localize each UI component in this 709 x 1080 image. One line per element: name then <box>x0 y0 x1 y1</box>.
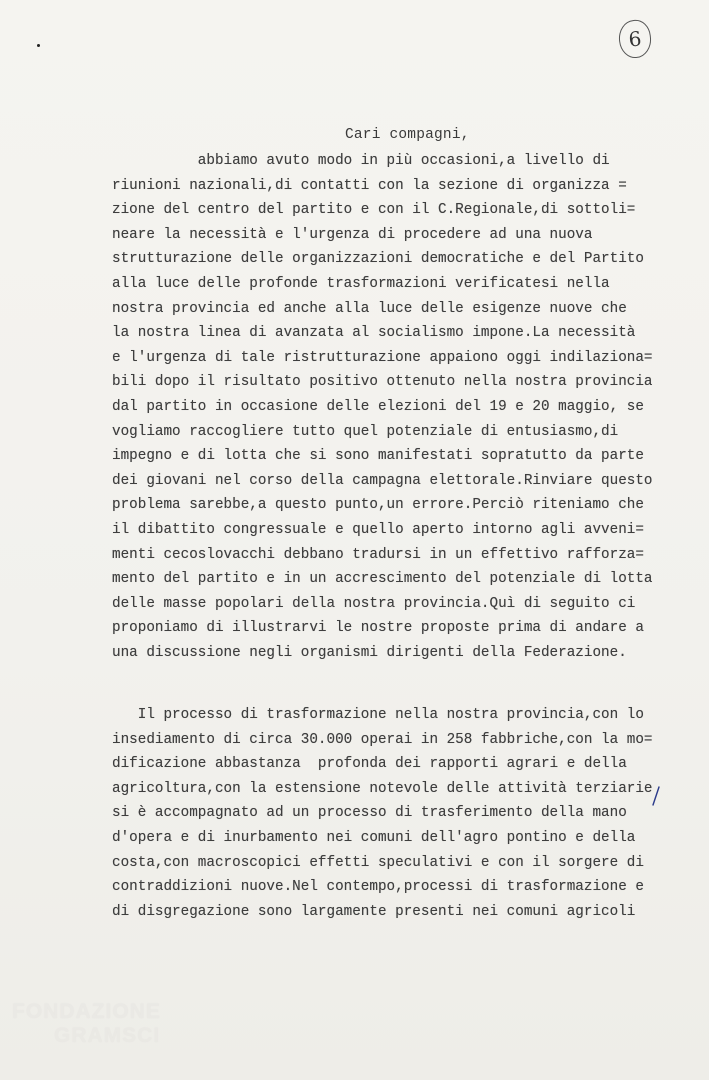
text-line: strutturazione delle organizzazioni democratiche e del Partito <box>112 251 644 268</box>
text-line: dei giovani nel corso della campagna elettorale.Rinviare questo <box>112 472 653 489</box>
salutation: Cari compagni, <box>345 127 470 143</box>
text-line: Il processo di trasformazione nella nostra provincia,con lo <box>112 707 644 723</box>
text-line: insediamento di circa 30.000 operai in 258 fabbriche,con la mo= <box>112 731 653 748</box>
paragraph-1 <box>112 149 653 665</box>
text-line: contraddizioni nuove.Nel contempo,processi di trasformazione e <box>112 879 644 896</box>
text-line: la nostra linea di avanzata al socialismo impone.La necessità <box>112 325 636 342</box>
text-line: bili dopo il risultato positivo ottenuto nella nostra provincia <box>112 374 653 391</box>
text-line: alla luce delle profonde trasformazioni verificatesi nella <box>112 275 610 292</box>
text-line: e l'urgenza di tale ristrutturazione appaiono oggi indilaziona= <box>112 349 653 366</box>
watermark-line-1: FONDAZIONE <box>12 1000 161 1023</box>
text-line: abbiamo avuto modo in più occasioni,a livello di <box>112 153 610 169</box>
text-line: costa,con macroscopici effetti speculativi e con il sorgere di <box>112 854 644 871</box>
text-line: una discussione negli organismi dirigenti della Federazione. <box>112 644 627 661</box>
text-line: il dibattito congressuale e quello aperto intorno agli avveni= <box>112 521 644 538</box>
margin-mark-icon <box>649 785 663 807</box>
text-line: zione del centro del partito e con il C.Regionale,di sottoli= <box>112 202 636 219</box>
text-line: riunioni nazionali,di contatti con la sezione di organizza = <box>112 177 627 194</box>
text-line: dal partito in occasione delle elezioni del 19 e 20 maggio, se <box>112 398 644 415</box>
ink-dot <box>37 44 40 47</box>
paragraph-2 <box>112 703 653 924</box>
text-line: nostra provincia ed anche alla luce delle esigenze nuove che <box>112 300 627 317</box>
text-line: d'opera e di inurbamento nei comuni dell'agro pontino e della <box>112 829 636 846</box>
text-line: delle masse popolari della nostra provincia.Quì di seguito ci <box>112 595 636 612</box>
watermark <box>12 1000 202 1070</box>
text-line: menti cecoslovacchi debbano tradursi in un effettivo rafforza= <box>112 546 644 563</box>
text-line: vogliamo raccogliere tutto quel potenziale di entusiasmo,di <box>112 423 619 440</box>
text-line: neare la necessità e l'urgenza di procedere ad una nuova <box>112 226 593 243</box>
text-line: di disgregazione sono largamente presenti nei comuni agricoli <box>112 903 636 920</box>
watermark-line-2: GRAMSCI <box>54 1024 161 1047</box>
text-line: mento del partito e in un accrescimento del potenziale di lotta <box>112 571 653 588</box>
text-line: proponiamo di illustrarvi le nostre proposte prima di andare a <box>112 620 644 637</box>
text-line: dificazione abbastanza profonda dei rapporti agrari e della <box>112 756 627 773</box>
text-line: si è accompagnato ad un processo di trasferimento della mano <box>112 805 627 822</box>
text-line: problema sarebbe,a questo punto,un errore.Perciò riteniamo che <box>112 497 644 514</box>
text-line: agricoltura,con la estensione notevole delle attività terziarie <box>112 780 653 797</box>
text-line: impegno e di lotta che si sono manifestati sopratutto da parte <box>112 448 644 465</box>
page-number: 6 <box>617 18 653 59</box>
